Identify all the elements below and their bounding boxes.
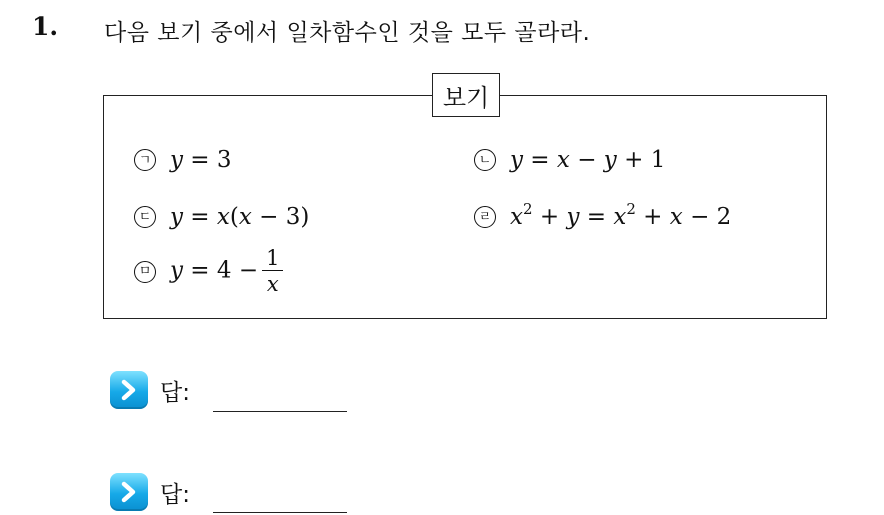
fraction-denominator: x <box>266 272 279 296</box>
choice-item-5 <box>134 246 283 297</box>
answer-label: 답: <box>160 481 190 508</box>
fraction <box>262 246 283 297</box>
choice-item-3 <box>134 204 309 230</box>
choice-equation-4: $x^2 + y = x^2 + x - 2$ <box>510 200 732 230</box>
answer-blank-2[interactable] <box>213 512 347 513</box>
chevron-right-icon <box>110 473 148 511</box>
answer-label: 답: <box>160 379 190 406</box>
question-text: 다음 보기 중에서 일차함수인 것을 모두 골라라. <box>104 20 591 46</box>
choice-marker-1: ㄱ <box>134 149 156 171</box>
answer-row-1 <box>110 371 190 409</box>
choice-marker-4: ㄹ <box>474 206 496 228</box>
choice-equation-5: y = 4 − $\frac{1}{x}$ <box>170 246 283 297</box>
answer-row-2 <box>110 473 190 511</box>
choice-item-2 <box>474 147 665 173</box>
answer-blank-1[interactable] <box>213 411 347 412</box>
choice-equation-2: y = x − y + 1 <box>510 147 666 173</box>
question-number: 1. <box>32 12 59 41</box>
choice-marker-2: ㄴ <box>474 149 496 171</box>
chevron-right-icon <box>110 371 148 409</box>
choices-box-title: 보기 <box>432 73 500 117</box>
choice-item-1 <box>134 147 232 173</box>
choice-item-4 <box>474 200 732 230</box>
choice-equation-1: y = 3 <box>170 147 232 173</box>
choice-equation-3: y = x(x − 3) <box>170 204 310 230</box>
choice-marker-3: ㄷ <box>134 206 156 228</box>
fraction-numerator: 1 <box>262 246 283 271</box>
choice-marker-5: ㅁ <box>134 261 156 283</box>
